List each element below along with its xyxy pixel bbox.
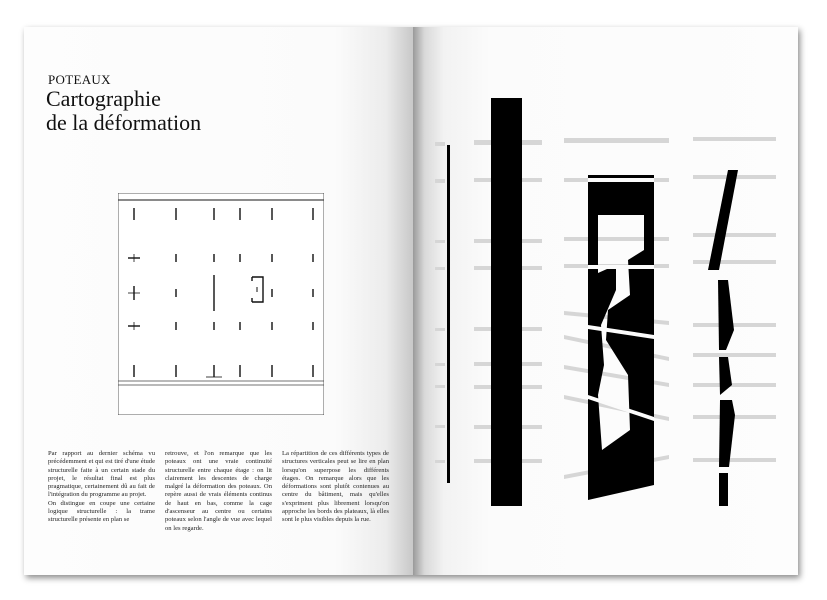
structural-floor-plan (118, 193, 324, 415)
title-line-1: Cartographie (46, 86, 161, 111)
page-title (46, 87, 286, 135)
paragraph: La répartition de ces différents types de structures verticales peut se lire en plan lorsqu'on superpose les différents étages. On remarque alors que les déformations sont plutôt contenues au centre du bâtiment, mais qu'elles s'expriment plus librement lorsqu'on approche les bords des plateaux, là elles sont le plus visibles depuis la rue. (282, 450, 389, 524)
paragraph: On distingue en coupe une certaine logique structurelle : la trame structurelle présente en plan se (48, 499, 155, 524)
body-column-1 (48, 450, 155, 525)
paragraph: Par rapport au dernier schéma vu précédemment et qui est tiré d'une étude structurelle faite à un certain stade du projet, le résultat final est plus pragmatique, certainement dû au fait de l'intégration du programme au projet. (48, 450, 155, 499)
section-label: POTEAUX (48, 72, 111, 87)
paragraph: retrouve, et l'on remarque que les poteaux ont une vraie continuité structurelle entre chaque étage : on lit clairement les descentes de charge malgré la déformation des poteaux. On repère aussi de vrais éléments continus de haut en bas, comme la cage d'ascenseur au centre ou certains poteaux selon l'angle de vue avec lequel on les regarde. (165, 450, 272, 532)
body-column-3 (282, 450, 389, 525)
body-column-2 (165, 450, 272, 533)
magazine-spread (24, 27, 798, 575)
column-shapes (447, 98, 738, 506)
title-line-2: de la déformation (46, 110, 202, 135)
column-deformation-diagram (416, 95, 786, 515)
